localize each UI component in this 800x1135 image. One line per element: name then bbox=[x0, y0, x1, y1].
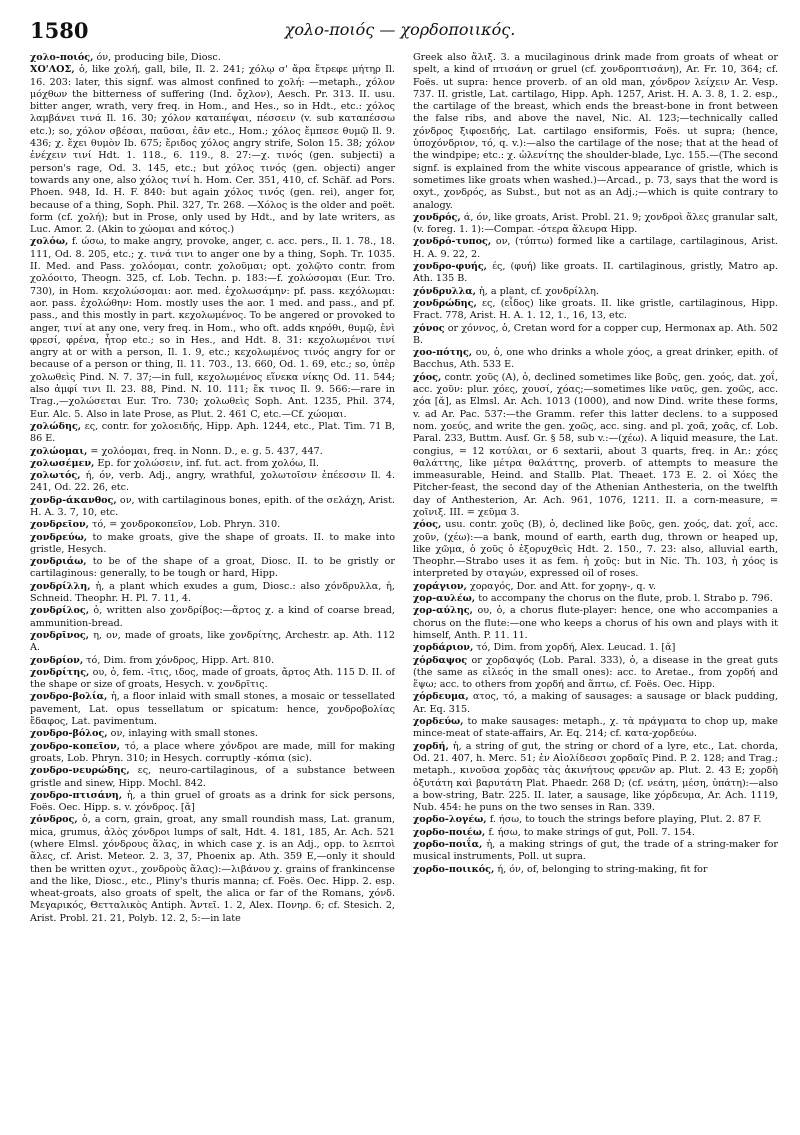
entry-definition: ά, όν, like groats, Arist. Probl. 21. 9; χονδροὶ ἅλες granular salt, (v. foreg. 1. 1):—Compar. -ότερα ἄλευρα Hipp. bbox=[413, 211, 778, 236]
dictionary-entry bbox=[30, 64, 395, 236]
entry-headword: χολωσέμεν, bbox=[30, 457, 95, 469]
entry-headword: χολωτός, bbox=[30, 470, 81, 482]
entry-definition: ἡ, a plant, cf. χονδρίλλη. bbox=[479, 285, 599, 297]
dictionary-entry bbox=[30, 655, 395, 667]
entry-headword: χονδρο-βολία, bbox=[30, 691, 108, 703]
entry-definition: ή, όν, verb. Adj., angry, wrathful, χολωτοῖσιν ἐπέεσσιν Il. 4. 241, Od. 22. 26, etc. bbox=[30, 470, 395, 494]
entry-headword: χονδρο-κοπεῖον, bbox=[30, 740, 121, 752]
entry-definition: Greek also ἄλιξ. 3. a mucilaginous drink made from groats of wheat or spelt, a kind of πτισάνη or gruel (cf. χονδροπτισάνη), Ar. Fr. 10, 364; cf. Foës. ut supra: hence proverb. of an old man, χόνδρον λείχειν Ar. Vesp. 737. II. gristle, Lat. cartilago, Hipp. Aph. 1257, Arist. H. A. 3. 8, 1. 2. esp., the cartilage of the breast, which ends the breast-bone in front between the false ribs, and above the navel, Nic. Al. 123;—technically called χόνδρος ξιφοειδής, Lat. cartilago ensiformis, Foës. ut supra; (hence, ὑποχόνδριον, τό, q. v.):—also the cartilage of the nose; that at the head of the windpipe; etc.: χ. ὠλενίτης the shoulder-blade, Lyc. 155.—(The second signf. is explained from the white viscous appearance of gristle, which is sometimes like groats when washed.)—Arcad., p. 73, says that the word is oxyt., χονδρός, as Subst., but not as an Adj.;—which is quite contrary to analogy. bbox=[413, 52, 778, 211]
dictionary-entry bbox=[413, 519, 778, 580]
entry-headword: χονδρό-τυπος, bbox=[413, 236, 492, 248]
entry-headword: χονδρο-βόλος, bbox=[30, 728, 108, 740]
entry-headword: χονδρός, bbox=[413, 211, 461, 223]
entry-headword: χονδριάω, bbox=[30, 556, 87, 568]
entry-headword: χορδάριον, bbox=[413, 642, 474, 654]
entry-definition: usu. contr. χοῦς (B), ὁ, declined like βοῦς, gen. χοός, dat. χοΐ, acc. χοῦν, (χέω):—a bank, mound of earth, earth dug, thrown or heaped up, like χῶμα, ὁ χοῦς ὁ ἐξορυχθεὶς Hdt. 2. 150., 7. 23: also, alluvial earth, Theophr.—Strabo uses it as fem. ἡ χοῦς: but in Nic. Th. 103, ἡ χόος is interpreted by σταγών, expressed oil of roses. bbox=[413, 519, 778, 580]
dictionary-entry bbox=[413, 864, 778, 876]
entry-definition: ον, with cartilaginous bones, epith. of the σελάχη, Arist. H. A. 3. 7, 10, etc. bbox=[30, 494, 395, 518]
entry-headword: χόρδαψος bbox=[413, 654, 468, 666]
text-columns bbox=[30, 52, 778, 1127]
entry-headword: χονδρο-νευρώδης, bbox=[30, 765, 130, 777]
dictionary-entry bbox=[30, 236, 395, 420]
entry-definition: τό, Dim. from χόνδρος, Hipp. Art. 810. bbox=[86, 654, 275, 666]
entry-definition: ές, (φυή) like groats. II. cartilaginous, gristly, Matro ap. Ath. 135 B. bbox=[413, 261, 778, 285]
dictionary-entry bbox=[413, 642, 778, 654]
entry-definition: ἡ, a thin gruel of groats as a drink for sick persons, Foës. Oec. Hipp. s. v. χόνδρος. [ᾰ] bbox=[30, 789, 395, 814]
entry-definition: ον, (τύπτω) formed like a cartilage, cartilaginous, Arist. H. A. 9. 22, 2. bbox=[413, 236, 778, 260]
dictionary-entry bbox=[30, 519, 395, 531]
dictionary-entry bbox=[413, 593, 778, 605]
entry-definition: ἡ, a floor inlaid with small stones, a mosaic or tessellated pavement, Lat. opus tessellatum or spicatum: hence, χονδροβολίας ἔδαφος, Lat. pavimentum. bbox=[30, 691, 395, 728]
entry-headword: χορδή, bbox=[413, 740, 449, 752]
dictionary-entry bbox=[413, 212, 778, 237]
dictionary-entry bbox=[413, 298, 778, 323]
right-column bbox=[413, 52, 778, 1127]
entry-headword: χονδρ-άκανθος, bbox=[30, 494, 117, 506]
entry-definition: ου, ὁ, one who drinks a whole χόος, a great drinker, epith. of Bacchus, Ath. 533 E. bbox=[413, 347, 778, 371]
dictionary-entry bbox=[413, 372, 778, 520]
entry-headword: χονδρο-πτισάνη, bbox=[30, 789, 123, 801]
entry-definition: to make groats, give the shape of groats. II. to make into gristle, Hesych. bbox=[30, 531, 395, 555]
entry-headword: χονδρίον, bbox=[30, 654, 84, 666]
entry-definition: to be of the shape of a groat, Diosc. II. to be gristly or cartilaginous: generally, to be tough or hard, Hipp. bbox=[30, 556, 395, 580]
entry-headword: χόος, bbox=[413, 371, 442, 383]
entry-definition: f. ήσω, to touch the strings before playing, Plut. 2. 87 F. bbox=[489, 814, 762, 826]
dictionary-entry bbox=[413, 605, 778, 642]
entry-definition: τό, = χονδροκοπεῖον, Lob. Phryn. 310. bbox=[92, 519, 281, 531]
entry-headword: χορδεύω, bbox=[413, 716, 464, 728]
dictionary-entry bbox=[30, 581, 395, 606]
entry-definition: ὁ, written also χονδρίβος:—ἄρτος χ. a kind of coarse bread, ammunition-bread. bbox=[30, 605, 395, 629]
entry-headword: χόος, bbox=[413, 519, 442, 531]
dictionary-entry bbox=[413, 323, 778, 348]
entry-definition: to accompany the chorus on the flute, prob. l. Strabo p. 796. bbox=[478, 593, 773, 605]
dictionary-entry bbox=[413, 286, 778, 298]
dictionary-entry bbox=[30, 52, 395, 64]
entry-definition: όν, producing bile, Diosc. bbox=[96, 52, 221, 63]
dictionary-entry bbox=[30, 458, 395, 470]
dictionary-entry bbox=[30, 728, 395, 740]
entry-headword: χονδρεῖον, bbox=[30, 519, 90, 531]
entry-headword: χορδο-ποιΐα, bbox=[413, 839, 483, 850]
dictionary-entry bbox=[30, 470, 395, 495]
entry-definition: ου, ὁ, fem. -ῖτις, ιδος, made of groats, ἄρτος Ath. 115 D. II. of the shape or size of groats, Hesych. v. χονδρῖτις. bbox=[30, 666, 395, 691]
entry-headword: χορ-αύλης, bbox=[413, 605, 473, 617]
entry-headword: χολώδης, bbox=[30, 420, 82, 432]
entry-definition: ατος, τό, a making of sausages: a sausage or black pudding, Ar. Eq. 315. bbox=[413, 691, 778, 715]
entry-headword: ΧΟ'ΛΟΣ, bbox=[30, 64, 75, 76]
entry-headword: χόνδρος, bbox=[30, 814, 78, 826]
dictionary-entry bbox=[413, 741, 778, 815]
dictionary-entry bbox=[413, 814, 778, 826]
entry-headword: χονδρίλλη, bbox=[30, 580, 91, 592]
entry-definition: ἡ, a string of gut, the string or chord of a lyre, etc., Lat. chorda, Od. 21. 407, h. Merc. 51; ἐν Αἰολίδεσσι χορδαῖς Pind. P. 2. 128; and Trag.; metaph., κινοῦσα χορδὰς τὰς ἀκινήτους φρενῶν ap. Plut. 2. 43 E; χορδὴ ὀξυτάτη καὶ βαρυτάτη Plat. Phaedr. 268 D; (cf. νεάτη, μέση, ὑπάτη):—also a bow-string, Batr. 225. II. later, a sausage, like χόρδευμα, Ar. Ach. 1119, Nub. 454: he puns on the two senses in Ran. 339. bbox=[413, 740, 778, 814]
dictionary-entry bbox=[413, 827, 778, 839]
dictionary-entry bbox=[413, 52, 778, 212]
entry-headword: χορδο-λογέω, bbox=[413, 814, 487, 826]
entry-headword: χονδρώδης, bbox=[413, 297, 477, 309]
entry-definition: contr. χοῦς (A), ὁ, declined sometimes like βοῦς, gen. χοός, dat. χοΐ, acc. χοῦν: plur. χόες, χουσί, χόας;—sometimes like ναῦς, gen. χοῶς, acc. χόα [ᾰ], as Elmsl. Ar. Ach. 1013 (1000), and now Dind. write these forms, v. ad Ar. Pac. 537:—the Gramm. refer this latter declens. to a supposed nom. χοεύς, and write the gen. χοῶς, acc. sing. and pl. χοᾶ, χοᾶς, cf. Lob. Paral. 233, Buttm. Ausf. Gr. § 58, sub v.:—(χέω). A liquid measure, the Lat. congius, = 12 κοτύλαι, or 6 sextarii, about 3 quarts, freq. in Ar.: χόες θαλάττης, like μέτρα θαλάττης, proverb. of attempts to measure the immeasurable, Heind. and Stallb. Plat. Theaet. 173 E. 2. οἱ Χόες the Pitcher-feast, the second day of the Athenian Anthesteria, on the twelfth day of Anthesterion, Ar. Ach. 961, 1076, 1211. II. a corn-measure, = χοῖνιξ. III. = χεῦμα 3. bbox=[413, 371, 778, 518]
entry-definition: f. ώσω, to make angry, provoke, anger, c. acc. pers., Il. 1. 78., 18. 111, Od. 8. 205, etc.; χ. τινά τινι to anger one by a thing, Soph. Tr. 1035. II. Med. and Pass. χολόομαι, contr. χολοῦμαι; opt. χολῷτο contr. from χολόοιτο, Theogn. 325, cf. Lob. Techn. p. 183:—f. χολώσομαι (Eur. Tro. 730), in Hom. κεχολώσομαι: aor. med. ἐχολωσάμην: pf. pass. κεχόλωμαι: aor. pass. ἐχολώθην: Hom. mostly uses the aor. 1 med. and pass., and pf. pass., and this mostly in part. κεχολωμένος. To be angered or provoked to anger, τινί at any one, very freq. in Hom., who oft. adds κηρόθι, θυμῷ, ἐνὶ φρεσί, φρένα, ἦτορ etc.; so in Hes., and Hdt. 8. 31: κεχολωμένοι τινί angry at or with a person, Il. 1. 9, etc.; κεχολωμένος τινός angry for or because of a person or thing, Il. 11. 703., 13. 660, Od. 1. 69, etc.; so, ὑπὲρ χολωθεὶς Pind. N. 7. 37;—in full, κεχολωμένος εἵνεκα νίκης Od. 11. 544; also ἀμφί τινι Il. 23. 88, Pind. N. 10. 111; ἔκ τινος Il. 9. 566:—rare in Trag.,—χολώσεται Eur. Tro. 730; χολωθεὶς Soph. Ant. 1235, Phil. 374, Eur. Alc. 5. Also in late Prose, as Plut. 2. 461 C, etc.—Cf. χώομαι. bbox=[30, 236, 395, 420]
entry-definition: χοραγός, Dor. and Att. for χορηγ-, q. v. bbox=[469, 580, 656, 592]
entry-definition: ἡ, a making strings of gut, the trade of a string-maker for musical instruments, Poll. ut supra. bbox=[413, 839, 778, 863]
entry-headword: χοο-πότης, bbox=[413, 347, 473, 359]
dictionary-entry bbox=[30, 790, 395, 815]
dictionary-entry bbox=[413, 347, 778, 372]
entry-headword: χονδρίτης, bbox=[30, 666, 90, 678]
entry-definition: or χόννος, ὁ, Cretan word for a copper cup, Hermonax ap. Ath. 502 B. bbox=[413, 322, 778, 346]
entry-definition: ὁ, like χολή, gall, bile, Il. 2. 241; χόλῳ σ' ἄρα ἔτρεφε μήτηρ Il. 16. 203: later, this signf. was almost confined to χολή: —metaph., χόλον μόχθων the bitterness of suffering (Ind. ὄχλον), Aesch. Pr. 313. II. usu. bitter anger, wrath, very freq. in Hom., and Hes., so in Hdt., etc.: χόλος λαμβάνει τινά Il. 16. 30; χόλον καταπέψαι, πέσσειν (v. sub καταπέσσω etc.); so, χόλον σβέσαι, παῦσαι, ἐᾶν etc., Hom.; χόλος ἔμπεσε θυμῷ Il. 9. 436; χ. ἔχει θυμὸν Ib. 675; ἔριδος χόλος angry strife, Solon 15. 38; χόλον ἐνέχειν τινί Hdt. 1. 118., 6. 119., 8. 27:—χ. τινός (gen. subjecti) a person's rage, Od. 3. 145, etc.; but χόλος τινός (gen. objecti) anger towards any one, also χόλος τινί h. Hom. Cer. 351, 410, cf. Schäf. ad Pors. Phoen. 948, Id. H. F. 840: but again χόλος τινός (gen. rei), anger for, because of a thing, Soph. Phil. 327, Tr. 268. —Χόλος is the older and poët. form (cf. χολή); but in Prose, only used by Hdt., and by late writers, as Luc. Amor. 2. (Akin to χώομαι and κότος.) bbox=[30, 64, 395, 236]
entry-definition: ἡ, a plant which exudes a gum, Diosc.: also χόνδρυλλα, ἡ, Schneid. Theophr. H. Pl. 7. 11, 4. bbox=[30, 580, 395, 605]
dictionary-entry bbox=[30, 605, 395, 630]
entry-headword: χολώομαι, bbox=[30, 445, 88, 457]
dictionary-entry bbox=[413, 716, 778, 741]
entry-definition: η, ον, made of groats, like χονδρίτης, Archestr. ap. Ath. 112 A. bbox=[30, 629, 395, 654]
dictionary-entry bbox=[30, 421, 395, 446]
dictionary-entry bbox=[30, 814, 395, 925]
entry-definition: ες, contr. for χολοειδής, Hipp. Aph. 1244, etc., Plat. Tim. 71 B, 86 E. bbox=[30, 420, 395, 445]
entry-headword: χορ-αυλέω, bbox=[413, 593, 476, 605]
entry-headword: χοράγιον, bbox=[413, 580, 467, 592]
entry-headword: χόρδευμα, bbox=[413, 691, 469, 703]
page-header bbox=[30, 18, 770, 46]
dictionary-entry bbox=[413, 691, 778, 716]
page-number: 1580 bbox=[30, 18, 89, 43]
entry-definition: to make sausages: metaph., χ. τὰ πράγματα to chop up, make mince-meat of state-affairs, Ar. Eq. 214; cf. κατα-χορδεύω. bbox=[413, 716, 778, 740]
entry-headword: χονδρεύω, bbox=[30, 531, 88, 543]
dictionary-entry bbox=[30, 532, 395, 557]
dictionary-entry bbox=[30, 495, 395, 520]
dictionary-entry bbox=[413, 261, 778, 286]
dictionary-entry bbox=[30, 691, 395, 728]
entry-definition: ή, όν, of, belonging to string-making, fit for bbox=[497, 863, 708, 875]
entry-definition: τό, a place where χόνδροι are made, mill for making groats, Lob. Phryn. 310; in Hesych. corruptly -κόπια (sic). bbox=[30, 740, 395, 764]
entry-headword: χονδρίλος, bbox=[30, 605, 90, 617]
entry-headword: χονδρῖνος, bbox=[30, 629, 90, 641]
running-head: χολο-ποιός — χορδοποιικός. bbox=[284, 20, 516, 39]
entry-headword: χορδο-ποιικός, bbox=[413, 863, 495, 875]
dictionary-entry bbox=[30, 556, 395, 581]
dictionary-entry bbox=[30, 741, 395, 766]
entry-definition: or χορδαψός (Lob. Paral. 333), ὁ, a disease in the great guts (the same as εἰλεός in the small ones): acc. to Aretae., from χορδή and ἕψω; acc. to others from χορδή and ἅπτω, cf. Foës. Oec. Hipp. bbox=[413, 654, 778, 691]
entry-definition: ου, ὁ, a chorus flute-player: hence, one who accompanies a chorus on the flute:—one who keeps a chorus of his own and plays with it himself, Anth. P. 11. 11. bbox=[413, 605, 778, 641]
dictionary-entry bbox=[30, 765, 395, 790]
entry-definition: f. ήσω, to make strings of gut, Poll. 7. 154. bbox=[488, 826, 695, 838]
dictionary-entry bbox=[413, 581, 778, 593]
dictionary-entry bbox=[30, 630, 395, 655]
entry-definition: Ep. for χολώσειν, inf. fut. act. from χολόω, Il. bbox=[97, 457, 319, 469]
dictionary-entry bbox=[413, 839, 778, 864]
entry-definition: = χολόομαι, freq. in Nonn. D., e. g. 5. 437, 447. bbox=[90, 445, 323, 457]
entry-headword: χόνος bbox=[413, 322, 445, 334]
dictionary-entry bbox=[30, 446, 395, 458]
entry-definition: ὁ, a corn, grain, groat, any small roundish mass, Lat. granum, mica, grumus, ἁλὸς χόνδροι lumps of salt, Hdt. 4. 181, 185, Ar. Ach. 521 (where Elmsl. χόνδρους ἅλας, in which case χ. is an Adj., opp. to λεπτοὶ ἅλες, cf. Arist. Meteor. 2. 3, 37, Phoenix ap. Ath. 359 E,—only it should then be written οχυτ., χονδροὺς ἅλας):—λιβάνου χ. grains of frankincense and the like, Diosc., etc., Pliny's thuris manna; cf. Foës. Oec. Hipp. 2. esp. wheat-groats, also groats of spelt, the alica or far of the Romans, χόνδ. Μεγαρικός, Θετταλικὸς Antiph. Ἀντεῖ. 1. 2, Alex. Πονηρ. 6; cf. Stesich. 2, Arist. Probl. 21. 21, Polyb. 12. 2, 5:—in late bbox=[30, 814, 395, 924]
dictionary-entry bbox=[413, 655, 778, 692]
entry-definition: ες, neuro-cartilaginous, of a substance between gristle and sinew, Hipp. Mochl. 842. bbox=[30, 765, 395, 789]
entry-headword: χολόω, bbox=[30, 236, 69, 248]
entry-headword: χονδρο-φυής, bbox=[413, 261, 488, 273]
entry-headword: χόνδρυλλα, bbox=[413, 285, 476, 297]
left-column bbox=[30, 52, 395, 1127]
entry-headword: χορδο-ποιέω, bbox=[413, 826, 486, 838]
entry-headword: χολο-ποιός, bbox=[30, 52, 94, 63]
dictionary-entry bbox=[30, 667, 395, 692]
dictionary-entry bbox=[413, 236, 778, 261]
entry-definition: τό, Dim. from χορδή, Alex. Leucad. 1. [ᾰ] bbox=[476, 642, 676, 654]
entry-definition: ον, inlaying with small stones. bbox=[110, 728, 258, 740]
entry-definition: ες, (εἶδος) like groats. II. like gristle, cartilaginous, Hipp. Fract. 778, Arist. H. A. 1. 12, 1., 16, 13, etc. bbox=[413, 297, 778, 322]
